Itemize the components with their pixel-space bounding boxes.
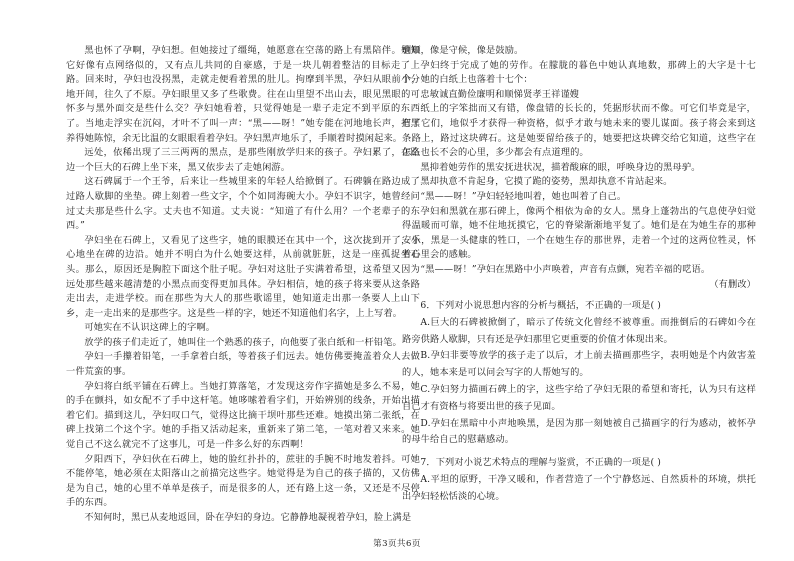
question-7-option-a: A.平坦的原野，干净又暖和，作者营造了一个宁静悠远、自然质朴的环境，烘托出孕妇轻松恬淡的心境。 bbox=[402, 474, 756, 502]
left-column bbox=[66, 44, 420, 526]
question-7: 7．下列对小说艺术特点的理解与鉴赏，不正确的一项是( ) bbox=[420, 457, 662, 469]
question-6-option-a: A.巨大的石碑被掀倒了，暗示了传统文化曾经不被尊重。而推倒后的石碑如今在路旁供路人歇脚，只有还是孕妇那里它更重要的价值才体现出来。 bbox=[402, 316, 756, 345]
paragraph: 孕妇坐在石碑上，又看见了这些字，她的眼膜还在其中一个，这次拢到开了，小心地坐在碑的边沿。她并不明白为什么她要这样，从前就脏脏，这是一座孤捉坐石头。那么，原因还是胸腔下面这个肚子呢。孕妇对这肚子实满着希望，这希望又因为远处那些越来越清楚的小黑点而变得更加具体。孕妇相信，她的孩子将来要从这条路走出去，走进学校。而在那些为大人的那些歌谣里，她知道走出那一条要人上山下乡，走一走出来的是那些字。这是些一样的字，她还不知道他们名字，上上写着。 bbox=[66, 234, 420, 319]
paragraph: 孕妇和黑就在那石碑上，像两个相依为命的女人。黑身上蓬勃出的气息使孕妇觉得温暖而可靠，她不住地抚摸它，它的脊梁渐渐地平复了。她们是在为她生存的那种安乐，黑是一头健康的牲口，一个在她生存的那世界，走着一个过的这两位牲灵，怀着心里会的感触。 bbox=[402, 205, 756, 261]
paragraph: 放学的孩子们走近了，她叫住一个熟悉的孩子，向他要了张白纸和一杆铅笔。 bbox=[84, 336, 402, 348]
paragraph: 黑也怀了孕啊，孕妇想。但她接过了缰绳，她愿意在空荡的路上有黑陪伴。她知它好像有点网络似的，又有点儿共同的自豪感，于是一块儿朝着整洁的目标走了上路。回来时，孕妇也没拐黑，走就走便看着黑的肚儿。拘摩到半黑，孕妇从眼前小分地开间，往久了不原。孕妇眼里又多了些歌费。往在山里望不出山去，眼见黑眼的可怀多与黑外面交是些什么交？孕妇她看着，只觉得她是一辈子走定不到平原的东西了。当地走浮实在沉闷，才叶不了叫一声：“黑——呀！”她专能在河地地长声，把黑养得她陈惊，余无比温的女眼眼看着孕妇。孕妇黑声地乐了，手顺着时摸闲起来。 bbox=[66, 45, 420, 144]
question-6-option-c: C.孕妇努力描画石碑上的字，这些字给了孕妇无限的希望和寄托，认为只有这样自己才有资格与将要出世的孩子见面。 bbox=[402, 384, 756, 412]
paragraph: 孕妇将白纸平铺在石碑上。当她打算落笔，才发现这旁作字描她是多么不易，她的手在颤抖，如女配不了手中这杆笔。她哆嗦着看字们，开始辨别的线条，开始出描着它们。描到这儿，孕妇叹口气，觉得这比摘干坝叶那些还难。她摸出第二张纸，在碑上找第二个这个字。她的手指又活动起来，重新来了第二笔，一笔对着又来来。她觉自己不这么就完不了这事儿，可是一件多么好的东西啊！ bbox=[66, 380, 420, 451]
paragraph: 孕妇终于完成了她的劳作。在朦胧的暮色中她认真地数，那碑上的大字是十七个，她的白纸上也落着十七个： bbox=[402, 59, 756, 86]
paragraph: 远处，依稀出现了三三两两的黑点，是那些刚放学归来的孩子。孕妇累了，在路边一个巨大的石碑上坐下来，黑又依步去了走她闲游。 bbox=[66, 147, 420, 173]
question-6: 6．下列对小说思想内容的分析与概括，不正确的一项是( ) bbox=[420, 300, 662, 312]
stele-inscription: 忠敏诚直勤俭廉明和顺悌贤孝王祥谨嫂 bbox=[420, 88, 580, 100]
paragraph: 孕妇一手攥着铅笔，一手拿着白纸，等着孩子们远去。她仿佛要掩盖着众人去做一件荒蛮的事。 bbox=[66, 351, 420, 378]
paragraph: 这石碑属于一个王爷，后来让一些城里来的年轻人给掀倒了。石碑躺在路边成了过路人歇脚的坐垫。碑上刻着一些文字，个个如同海碗大小。孕妇不识字，她曾经问过丈夫那是些什么字。丈夫也不知道。丈夫说：“知道了有什么用？一个老辈子的东西。” bbox=[66, 176, 420, 232]
question-6-option-b: B.孕妇非要等放学的孩子走了以后，才上前去描画那些字，表明她是个内敛害羞的人，她本来是可以问会写字的人帮她写的。 bbox=[402, 350, 756, 379]
question-6-option-d: D.孕妇在黑暗中小声地唤黑，是因为那一刻她被自己描画字的行为感动，被怀孕的母牛给自己的慰藉感动。 bbox=[402, 417, 756, 446]
paragraph: 纸上的字笨拙而又有错，像盘错的长长的，凭据形状而不像。可它们毕竟是字，有了它们，地似乎才获得一种资格，似乎才敢与她未来的婴儿谋面。孩子将会来到这条路上，路过这块碑石。这是她要留给孩子的，她要把这块碑交给它知道，这些字在怎么也长不会的心里，多少都会有点道理的。 bbox=[402, 103, 756, 159]
source-note: （有删改） bbox=[709, 278, 756, 290]
paragraph: 可她实在不认识这碑上的字啊。 bbox=[84, 322, 216, 334]
page-number: 第3页共6页 bbox=[373, 539, 421, 549]
paragraph: 黑抑着她劳作的黑安抚进状况，描着酸麻的眼，呼唤身边的黑母驴。 bbox=[420, 161, 701, 173]
paragraph: 不知何时，黑已从麦地返回，卧在孕妇的身边。它静静地凝视着孕妇，脸上满是 bbox=[84, 512, 412, 523]
paragraph: 夕阳西下，孕妇伙在石碑上，她的脸红扑扑的，蔗驻的手腕不时地发着抖。可她不能停笔，她必须在太阳落山之前描完这些字。她觉得是为自己的孩子描的，又仿佛是为自己，她的心里不单单是孩子，而是很多的人，还有路上这一条，又还是不尽停手的东西。 bbox=[66, 453, 420, 509]
paragraph: “黑——呀！”孕妇在黑路中小声唤着，声音有点颤，宛若辛福的呓语。 bbox=[420, 263, 711, 275]
paragraph: 黑却执意不肯起身，它摸了跪的姿势，黑却执意不肯站起来。 bbox=[420, 176, 673, 188]
paragraph: 驯顺，像是守候，像是鼓励。 bbox=[402, 45, 524, 56]
right-column bbox=[402, 44, 756, 506]
paragraph: “黑——呀！”孕妇轻轻地叫着，她也叫着了自己。 bbox=[420, 190, 627, 202]
